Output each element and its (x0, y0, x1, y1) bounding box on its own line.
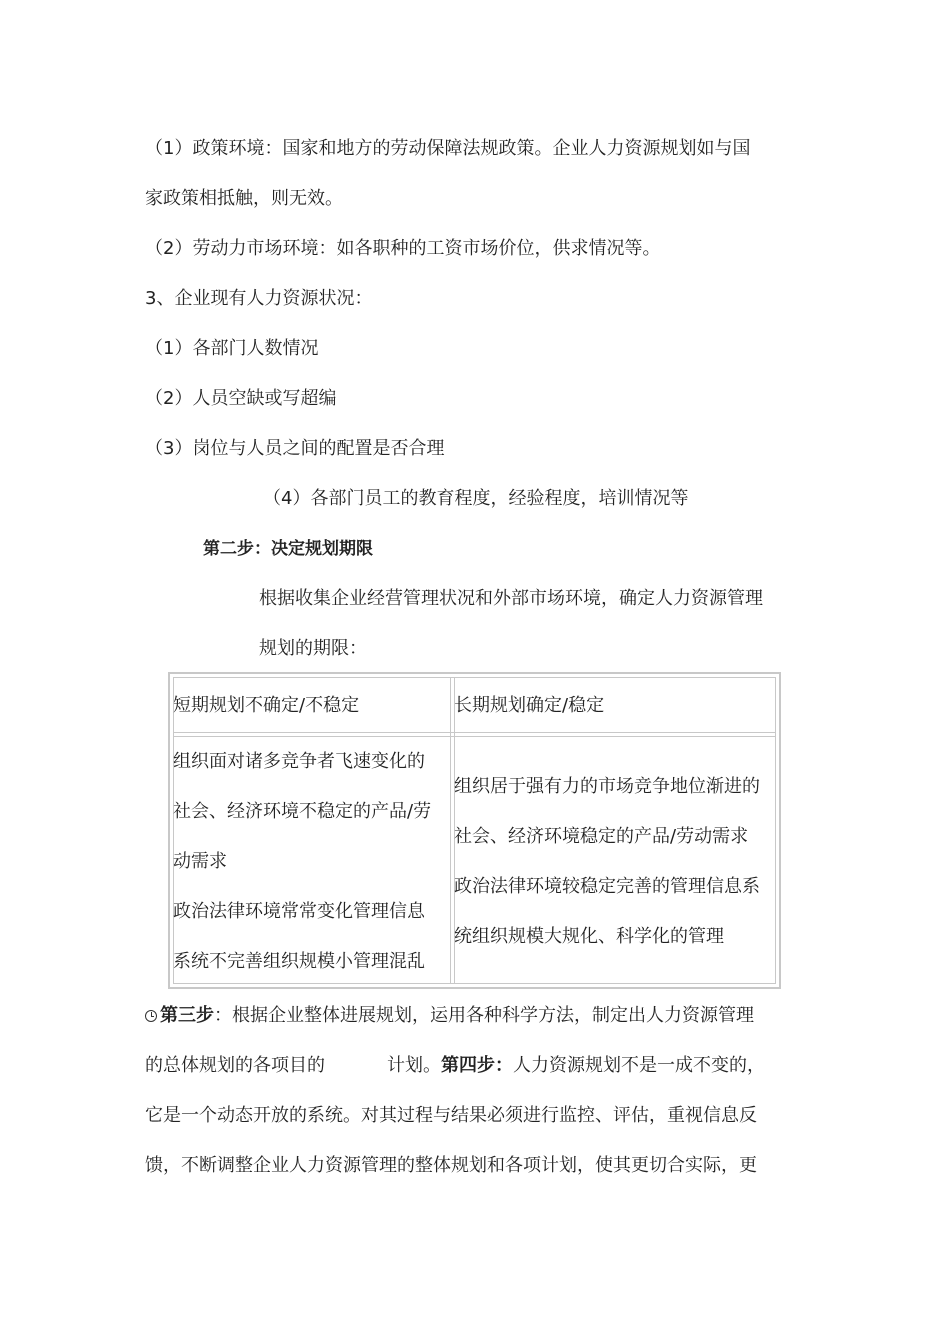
paragraph-policy-env: （1）政策环境：国家和地方的劳动保障法规政策。企业人力资源规划如与国 (145, 138, 751, 159)
long-term-line: 社会、经济环境稳定的产品/劳动需求 (454, 826, 749, 847)
step3-line1 (145, 1004, 754, 1028)
table-column-divider (450, 678, 451, 983)
table-header-long-term: 长期规划确定/稳定 (454, 695, 605, 716)
step3-text-b: 计划。 (387, 1055, 441, 1076)
long-term-line: 统组织规模大规化、科学化的管理 (454, 926, 724, 947)
step4-line3: 馈，不断调整企业人力资源管理的整体规划和各项计划，使其更切合实际，更 (145, 1155, 757, 1176)
paragraph-policy-env-cont: 家政策相抵触，则无效。 (145, 188, 343, 209)
paragraph-dept-headcount: （1）各部门人数情况 (145, 338, 319, 359)
short-term-line: 政治法律环境常常变化管理信息 (173, 901, 425, 922)
paragraph-vacancy: （2）人员空缺或写超编 (145, 388, 337, 409)
step4-label: 第四步： (441, 1055, 513, 1076)
step4-text: 人力资源规划不是一成不变的， (513, 1055, 765, 1076)
paragraph-hr-status-heading: 3、企业现有人力资源状况： (145, 288, 373, 309)
long-term-line: 组织居于强有力的市场竞争地位渐进的 (454, 776, 760, 797)
step3-label: 第三步 (160, 1005, 214, 1026)
clock-icon (145, 1010, 157, 1022)
step2-heading: 第二步：决定规划期限 (203, 539, 373, 559)
short-term-line: 社会、经济环境不稳定的产品/劳 (173, 801, 432, 822)
step4-line2: 它是一个动态开放的系统。对其过程与结果必须进行监控、评估，重视信息反 (145, 1105, 757, 1126)
short-term-line: 动需求 (173, 851, 227, 872)
table-row-divider (174, 732, 775, 733)
paragraph-position-config: （3）岗位与人员之间的配置是否合理 (145, 438, 445, 459)
table-header-short-term: 短期规划不确定/不稳定 (173, 695, 360, 716)
planning-period-table (168, 672, 781, 989)
step2-body-line2: 规划的期限： (259, 638, 367, 659)
short-term-line: 组织面对诸多竞争者飞速变化的 (173, 751, 425, 772)
paragraph-labor-market: （2）劳动力市场环境：如各职种的工资市场价位，供求情况等。 (145, 238, 661, 259)
step2-body-line1: 根据收集企业经营管理状况和外部市场环境，确定人力资源管理 (259, 588, 763, 609)
table-row-divider-inner (174, 736, 775, 737)
long-term-line: 政治法律环境较稳定完善的管理信息系 (454, 876, 760, 897)
step3-line2 (145, 1054, 765, 1078)
short-term-line: 系统不完善组织规模小管理混乱 (173, 951, 425, 972)
step3-text-a: 的总体规划的各项目的 (145, 1055, 325, 1076)
paragraph-education: （4）各部门员工的教育程度，经验程度，培训情况等 (263, 488, 689, 509)
step3-text: ：根据企业整体进展规划，运用各种科学方法，制定出人力资源管理 (214, 1005, 754, 1026)
